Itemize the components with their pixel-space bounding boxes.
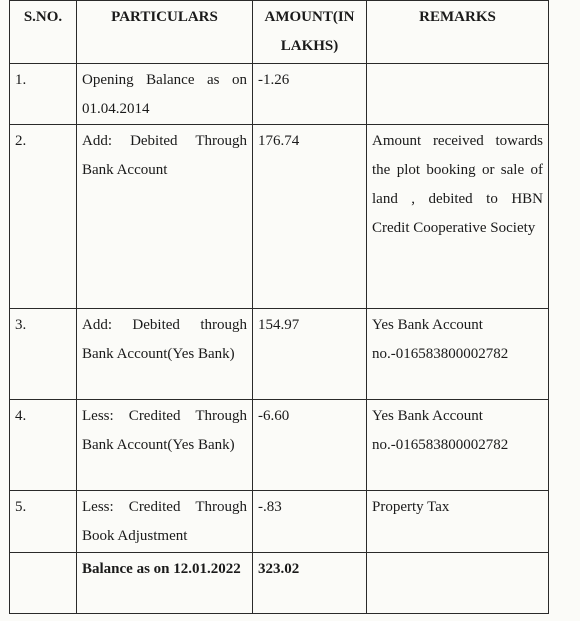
balance-remarks (367, 553, 549, 614)
row-particulars: Less: Credited Through Book Adjustment (77, 491, 253, 553)
row-particulars: Less: Credited Through Bank Account(Yes Bank) (77, 400, 253, 491)
row-particulars: Opening Balance as on 01.04.2014 (77, 64, 253, 125)
balance-row (10, 553, 549, 614)
row-remarks: Property Tax (367, 491, 549, 553)
row-amount: 176.74 (253, 125, 367, 309)
balance-amount: 323.02 (253, 553, 367, 614)
header-particulars: PARTICULARS (77, 1, 253, 64)
table-row (10, 400, 549, 491)
row-sno: 4. (10, 400, 77, 491)
table-row (10, 64, 549, 125)
header-sno: S.NO. (10, 1, 77, 64)
row-remarks: Yes Bank Account no.-016583800002782 (367, 400, 549, 491)
row-amount: 154.97 (253, 309, 367, 400)
row-sno: 1. (10, 64, 77, 125)
row-remarks (367, 64, 549, 125)
header-remarks: REMARKS (367, 1, 549, 64)
row-remarks: Amount received towards the plot booking or sale of land , debited to HBN Credit Cooperative Society (367, 125, 549, 309)
table-row (10, 125, 549, 309)
row-remarks: Yes Bank Account no.-016583800002782 (367, 309, 549, 400)
row-amount: -.83 (253, 491, 367, 553)
row-amount: -6.60 (253, 400, 367, 491)
balance-label: Balance as on 12.01.2022 (77, 553, 253, 614)
row-amount: -1.26 (253, 64, 367, 125)
row-particulars: Add: Debited through Bank Account(Yes Bank) (77, 309, 253, 400)
table-row (10, 309, 549, 400)
table-header-row (10, 1, 549, 64)
row-sno: 2. (10, 125, 77, 309)
row-particulars: Add: Debited Through Bank Account (77, 125, 253, 309)
balance-sno (10, 553, 77, 614)
header-amount: AMOUNT(IN LAKHS) (253, 1, 367, 64)
table-row (10, 491, 549, 553)
row-sno: 5. (10, 491, 77, 553)
balance-table (9, 0, 549, 614)
row-sno: 3. (10, 309, 77, 400)
